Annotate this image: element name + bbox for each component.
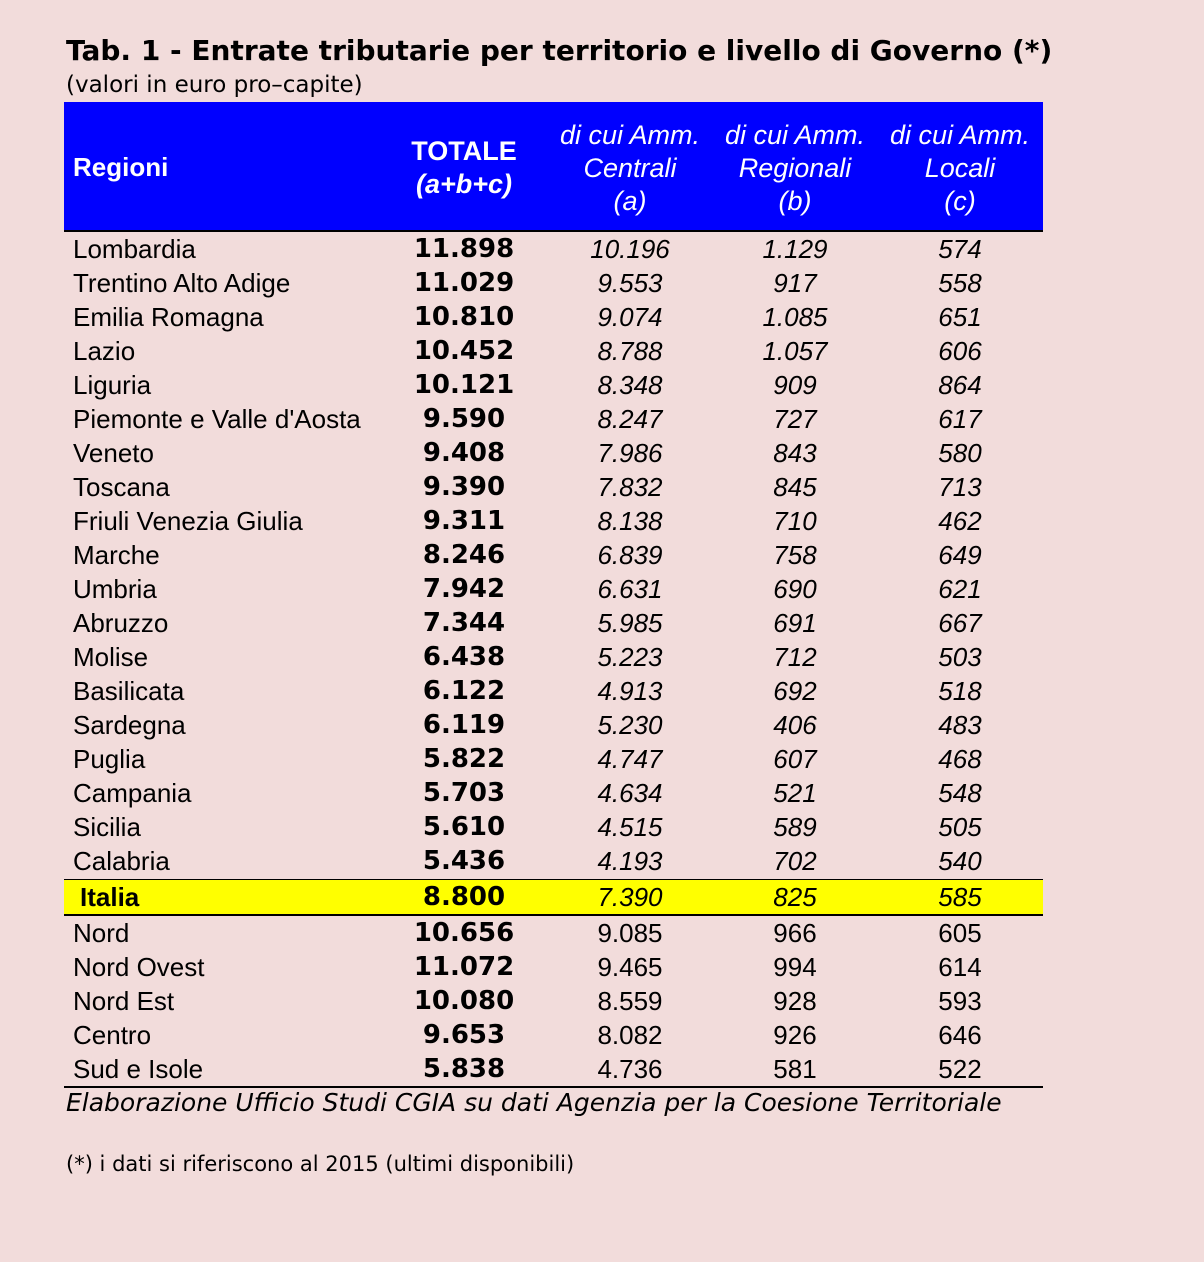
table-row [64,950,1043,984]
header-locali [884,119,1036,218]
row-locali: 518 [938,676,982,706]
row-totale: 9.653 [422,1020,506,1050]
row-centrali: 10.196 [590,234,670,264]
table-row [64,232,1043,266]
table-row [64,334,1043,368]
row-regionali: 928 [773,986,817,1016]
row-regionali: 727 [773,404,817,434]
row-name: Nord Est [73,986,175,1016]
table-header [64,102,1043,232]
table-row [64,538,1043,572]
row-centrali: 5.985 [597,608,663,638]
header-centrali-line2: Centrali [583,153,677,183]
row-name: Abruzzo [73,608,169,638]
table-row [64,504,1043,538]
row-name: Lazio [73,336,136,366]
row-centrali: 8.247 [597,404,663,434]
row-locali: 580 [938,438,982,468]
row-name: Toscana [73,472,170,502]
row-centrali: 7.390 [597,882,663,912]
row-centrali: 5.230 [597,710,663,740]
table-row [64,300,1043,334]
row-centrali: 9.553 [597,268,663,298]
row-totale: 9.311 [422,506,506,536]
row-regionali: 1.129 [762,234,828,264]
header-totale-line2: (a+b+c) [415,169,513,199]
row-totale: 10.810 [413,302,515,332]
row-name: Emilia Romagna [73,302,264,332]
row-regionali: 1.057 [762,336,828,366]
row-centrali: 4.515 [597,812,663,842]
row-name: Marche [73,540,160,570]
table-row [64,810,1043,844]
row-centrali: 8.138 [597,506,663,536]
row-locali: 605 [938,918,982,948]
table-row [64,984,1043,1018]
row-regionali: 712 [773,642,817,672]
row-totale: 11.898 [413,234,515,264]
row-regionali: 845 [773,472,817,502]
table-row [64,844,1043,878]
row-locali: 574 [938,234,982,264]
row-name: Liguria [73,370,152,400]
row-regionali: 1.085 [762,302,828,332]
row-totale: 5.610 [422,812,506,842]
italia-row [64,879,1043,916]
row-locali: 503 [938,642,982,672]
table-row [64,368,1043,402]
row-locali: 505 [938,812,982,842]
row-regionali: 691 [773,608,817,638]
data-table [64,102,1043,1088]
row-name: Lombardia [73,234,196,264]
row-locali: 864 [938,370,982,400]
row-centrali: 7.986 [597,438,663,468]
row-name: Sardegna [73,710,186,740]
row-centrali: 7.832 [597,472,663,502]
table-row [64,266,1043,300]
row-name: Nord [73,918,130,948]
table-row [64,776,1043,810]
row-totale: 7.344 [422,608,506,638]
header-centrali-line1: di cui Amm. [559,120,701,150]
header-regionali-line2: Regionali [738,153,852,183]
row-name: Sicilia [73,812,141,842]
table-row [64,708,1043,742]
row-locali: 540 [938,846,982,876]
row-locali: 651 [938,302,982,332]
row-name: Trentino Alto Adige [73,268,291,298]
table-row [64,402,1043,436]
row-locali: 617 [938,404,982,434]
header-totale-line1: TOTALE [411,136,517,166]
row-centrali: 4.913 [597,676,663,706]
header-centrali-line3: (a) [613,186,647,216]
table-title: Tab. 1 - Entrate tributarie per territorio e livello di Governo (*) [66,34,1053,67]
table-row [64,470,1043,504]
row-centrali: 6.631 [597,574,663,604]
row-centrali: 5.223 [597,642,663,672]
header-regioni: Regioni [73,152,169,182]
row-totale: 9.390 [422,472,506,502]
table-subtitle: (valori in euro pro–capite) [66,72,363,98]
row-name: Calabria [73,846,170,876]
row-totale: 6.119 [422,710,506,740]
row-locali: 646 [938,1020,982,1050]
row-regionali: 966 [773,918,817,948]
row-name: Campania [73,778,192,808]
row-totale: 6.438 [422,642,506,672]
row-regionali: 843 [773,438,817,468]
row-regionali: 607 [773,744,817,774]
row-locali: 649 [938,540,982,570]
row-centrali: 4.736 [597,1054,663,1084]
header-centrali [554,119,706,218]
row-totale: 11.029 [413,268,515,298]
row-centrali: 8.082 [597,1020,663,1050]
row-locali: 483 [938,710,982,740]
row-locali: 558 [938,268,982,298]
table-row [64,742,1043,776]
row-centrali: 4.193 [597,846,663,876]
source-note: Elaborazione Ufficio Studi CGIA su dati Agenzia per la Coesione Territoriale [66,1088,1002,1117]
row-totale: 8.246 [422,540,506,570]
row-totale: 10.121 [413,370,515,400]
row-regionali: 926 [773,1020,817,1050]
row-totale: 6.122 [422,676,506,706]
row-regionali: 589 [773,812,817,842]
row-totale: 10.080 [413,986,515,1016]
row-totale: 10.656 [413,918,515,948]
row-regionali: 917 [773,268,817,298]
row-centrali: 9.085 [597,918,663,948]
table-row [64,436,1043,470]
row-name: Centro [73,1020,152,1050]
header-locali-line2: Locali [924,153,996,183]
row-totale: 9.408 [422,438,506,468]
row-totale: 5.436 [422,846,506,876]
row-locali: 606 [938,336,982,366]
footnote: (*) i dati si riferiscono al 2015 (ultimi disponibili) [66,1152,575,1176]
row-locali: 713 [938,472,982,502]
row-name: Veneto [73,438,154,468]
header-locali-line3: (c) [944,186,976,216]
row-totale: 5.703 [422,778,506,808]
row-regionali: 909 [773,370,817,400]
header-regionali-line3: (b) [778,186,812,216]
row-centrali: 8.559 [597,986,663,1016]
table-row [64,916,1043,950]
header-regionali-line1: di cui Amm. [724,120,866,150]
row-name: Italia [80,882,140,912]
row-totale: 8.800 [422,882,506,912]
row-regionali: 692 [773,676,817,706]
row-locali: 522 [938,1054,982,1084]
row-regionali: 702 [773,846,817,876]
row-name: Friuli Venezia Giulia [73,506,303,536]
row-locali: 462 [938,506,982,536]
row-locali: 468 [938,744,982,774]
row-regionali: 521 [773,778,817,808]
row-totale: 11.072 [413,952,515,982]
row-centrali: 9.465 [597,952,663,982]
row-totale: 5.822 [422,744,506,774]
row-centrali: 4.747 [597,744,663,774]
table-row [64,640,1043,674]
row-regionali: 690 [773,574,817,604]
macro-body [64,916,1043,1088]
header-totale [394,135,534,201]
row-totale: 10.452 [413,336,515,366]
header-locali-line1: di cui Amm. [889,120,1031,150]
row-regionali: 994 [773,952,817,982]
row-name: Umbria [73,574,157,604]
regions-body [64,232,1043,878]
row-locali: 548 [938,778,982,808]
row-centrali: 9.074 [597,302,663,332]
row-name: Nord Ovest [73,952,205,982]
header-regionali [719,119,871,218]
row-totale: 7.942 [422,574,506,604]
table-row [64,606,1043,640]
row-totale: 9.590 [422,404,506,434]
row-locali: 614 [938,952,982,982]
table-row [64,1018,1043,1052]
row-name: Sud e Isole [73,1054,204,1084]
row-name: Basilicata [73,676,185,706]
row-locali: 593 [938,986,982,1016]
row-centrali: 8.348 [597,370,663,400]
row-regionali: 825 [773,882,817,912]
row-regionali: 710 [773,506,817,536]
row-centrali: 4.634 [597,778,663,808]
row-locali: 585 [938,882,982,912]
row-regionali: 758 [773,540,817,570]
row-centrali: 8.788 [597,336,663,366]
row-locali: 667 [938,608,982,638]
row-name: Puglia [73,744,146,774]
table-row [64,674,1043,708]
row-name: Piemonte e Valle d'Aosta [73,404,361,434]
row-regionali: 406 [773,710,817,740]
table-row [64,1052,1043,1086]
row-name: Molise [73,642,149,672]
table-row [64,572,1043,606]
row-totale: 5.838 [422,1054,506,1084]
row-centrali: 6.839 [597,540,663,570]
row-regionali: 581 [773,1054,817,1084]
row-locali: 621 [938,574,982,604]
